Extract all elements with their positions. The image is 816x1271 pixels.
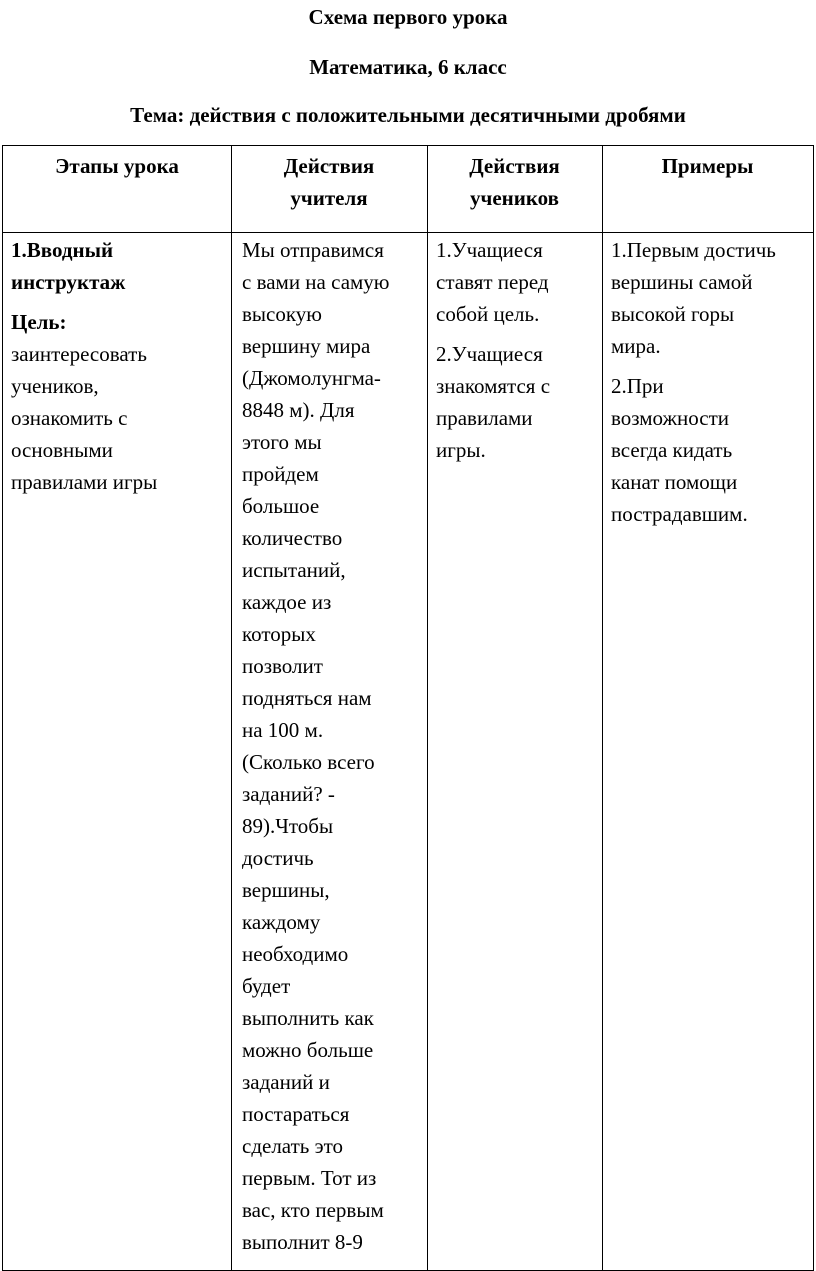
- stage-cell: [11, 234, 227, 498]
- student-action-1: 1.Учащиеся ставят перед собой цель.: [436, 238, 549, 326]
- header-examples: Примеры: [661, 154, 754, 178]
- document-title: Схема первого урока: [308, 5, 508, 29]
- example-2: 2.При возможности всегда кидать канат помощи пострадавшим.: [611, 374, 748, 526]
- example-1: 1.Первым достичь вершины самой высокой горы мира.: [611, 238, 776, 358]
- goal-label: Цель:: [11, 310, 67, 334]
- header-divider: [3, 232, 813, 233]
- student-actions-cell: [436, 234, 600, 466]
- header-teacher-actions: Действия учителя: [283, 154, 375, 210]
- header-stages: Этапы урока: [55, 154, 179, 178]
- column-divider: [231, 146, 232, 1270]
- header-student-actions: Действия учеников: [469, 154, 560, 210]
- column-divider: [427, 146, 428, 1270]
- column-divider: [602, 146, 603, 1270]
- examples-cell: [611, 234, 813, 530]
- stage-title: 1.Вводный инструктаж: [11, 238, 126, 294]
- lesson-plan-table: [2, 145, 814, 1271]
- teacher-actions-cell: [242, 234, 425, 1258]
- goal-text: заинтересовать учеников, ознакомить с основными правилами игры: [11, 342, 158, 494]
- document-subject: Математика, 6 класс: [309, 55, 507, 79]
- teacher-actions-text: Мы отправимся с вами на самую высокую вершину мира (Джомолунгма- 8848 м). Для этого мы пройдем большое количество испытаний, каждое из которых позволит подняться нам на 100 м. (Сколько всего заданий? - 89).Чтобы достичь вершины, каждому необходимо будет выполнить как можно больше заданий и постараться сделать это первым. Тот из вас, кто первым выполнит 8-9: [242, 238, 390, 1254]
- student-action-2: 2.Учащиеся знакомятся с правилами игры.: [436, 342, 551, 462]
- document-topic: Тема: действия с положительными десятичными дробями: [130, 103, 686, 127]
